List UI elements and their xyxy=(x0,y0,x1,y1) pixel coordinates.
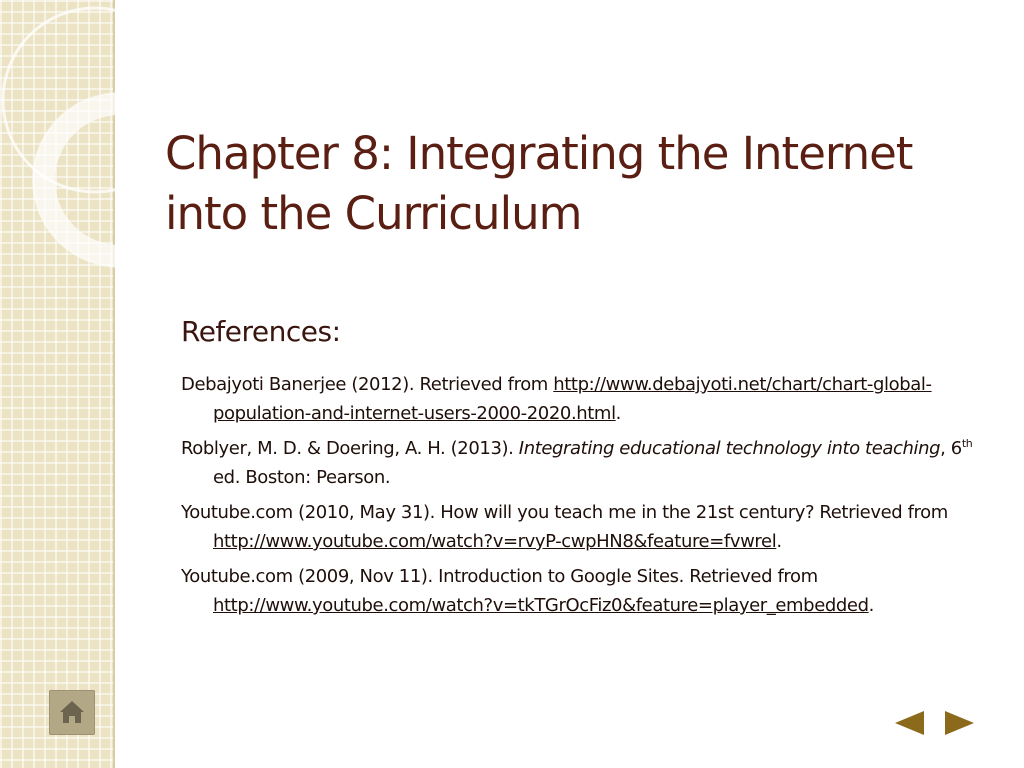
reference-punctuation: . xyxy=(776,531,782,552)
reference-item xyxy=(181,370,981,428)
reference-punctuation: . xyxy=(615,403,621,424)
reference-book-title: Integrating educational technology into teaching xyxy=(518,438,941,459)
reference-list xyxy=(181,370,981,626)
previous-slide-button[interactable] xyxy=(893,708,925,738)
reference-text: Youtube.com (2010, May 31). How will you teach me in the 21st century? Retrieved from xyxy=(181,502,948,523)
reference-item xyxy=(181,498,981,556)
reference-link[interactable]: http://www.debajyoti.net/chart/chart-global-population-and-internet-users-2000-2020.html xyxy=(213,374,932,424)
reference-publisher: ed. Boston: Pearson. xyxy=(213,467,391,488)
reference-link[interactable]: http://www.youtube.com/watch?v=rvyP-cwpHN8&feature=fvwrel xyxy=(213,531,777,552)
reference-link[interactable]: http://www.youtube.com/watch?v=tkTGrOcFiz0&feature=player_embedded xyxy=(213,595,869,616)
reference-text: Roblyer, M. D. & Doering, A. H. (2013). xyxy=(181,438,519,459)
triangle-right-icon xyxy=(945,711,974,735)
reference-edition-suffix: th xyxy=(961,437,973,450)
slide-title xyxy=(165,124,985,244)
reference-item xyxy=(181,434,981,492)
reference-text: Youtube.com (2009, Nov 11). Introduction to Google Sites. Retrieved from xyxy=(181,566,818,587)
triangle-left-icon xyxy=(895,711,924,735)
reference-edition: , 6 xyxy=(940,438,962,459)
next-slide-button[interactable] xyxy=(944,708,976,738)
reference-text: Debajyoti Banerjee (2012). Retrieved from xyxy=(181,374,554,395)
title-line-1: Chapter 8: Integrating the Internet xyxy=(165,127,913,180)
references-heading: References: xyxy=(181,315,341,348)
home-icon xyxy=(49,690,95,735)
reference-item xyxy=(181,562,981,620)
decorative-grid-band xyxy=(0,0,113,768)
home-button[interactable] xyxy=(49,690,95,735)
reference-punctuation: . xyxy=(868,595,874,616)
title-line-2: into the Curriculum xyxy=(165,187,582,240)
band-divider xyxy=(113,0,115,768)
